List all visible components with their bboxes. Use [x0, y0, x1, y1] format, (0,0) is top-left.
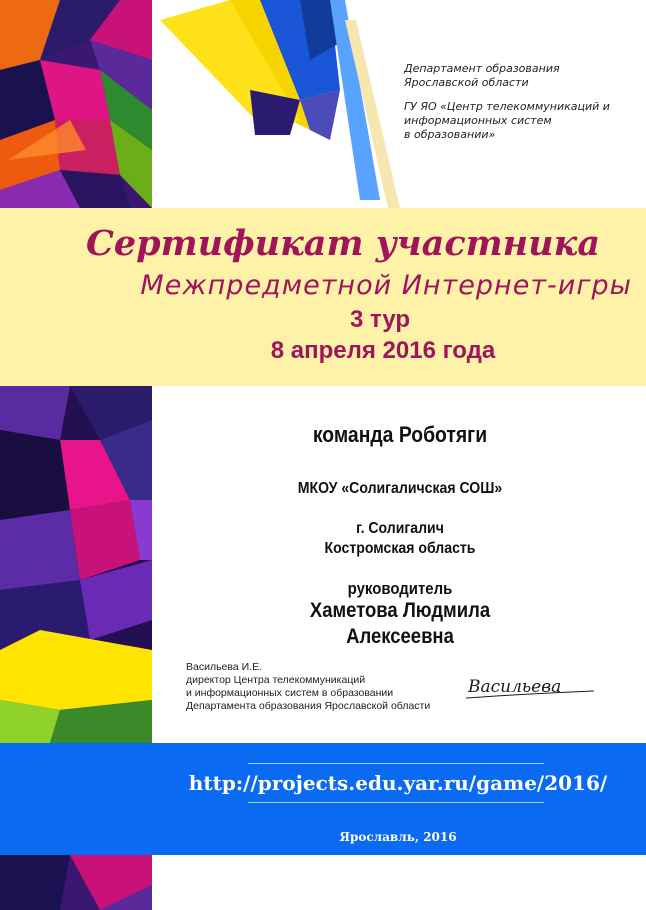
round-label: 3 тур [349, 306, 411, 333]
mosaic-top [0, 0, 152, 208]
org-line: информационных систем [404, 114, 552, 127]
city: г. Солигалич [356, 520, 444, 537]
org-line: Ярославской области [404, 76, 529, 89]
event-date: 8 апреля 2016 года [270, 337, 496, 364]
signatory-name: Васильева И.Е. [186, 661, 262, 673]
org-line: ГУ ЯО «Центр телекоммуникаций и [404, 100, 610, 113]
signature-text: Васильева [468, 677, 562, 697]
divider-bottom [248, 802, 544, 803]
region: Костромская область [324, 540, 476, 557]
certificate-subtitle: Межпредметной Интернет-игры [140, 270, 632, 301]
org-line: Департамент образования [404, 62, 560, 75]
signatory-position: директор Центра телекоммуникаций [186, 674, 366, 686]
school-name: МКОУ «Солигаличская СОШ» [297, 480, 503, 497]
mosaic-bottom [0, 855, 152, 910]
swoosh-graphic [152, 0, 400, 208]
organization-block [404, 62, 640, 142]
divider-top [248, 763, 544, 764]
team-name: команда Роботяги [312, 422, 488, 447]
leader-label: руководитель [347, 579, 453, 598]
certificate-title: Сертификат участника [86, 223, 600, 264]
place-year: Ярославль, 2016 [339, 830, 457, 844]
signatory-position: Департамента образования Ярославской области [186, 700, 431, 712]
signatory-block [186, 661, 430, 713]
mosaic-middle [0, 386, 152, 743]
org-line: в образовании» [404, 128, 496, 141]
signatory-position: и информационных систем в образовании [186, 687, 394, 699]
leader-name: Хаметова Людмила Алексеевна [309, 599, 491, 648]
handwritten-signature [462, 672, 602, 702]
project-url[interactable]: http://projects.edu.yar.ru/game/2016/ [188, 771, 608, 795]
